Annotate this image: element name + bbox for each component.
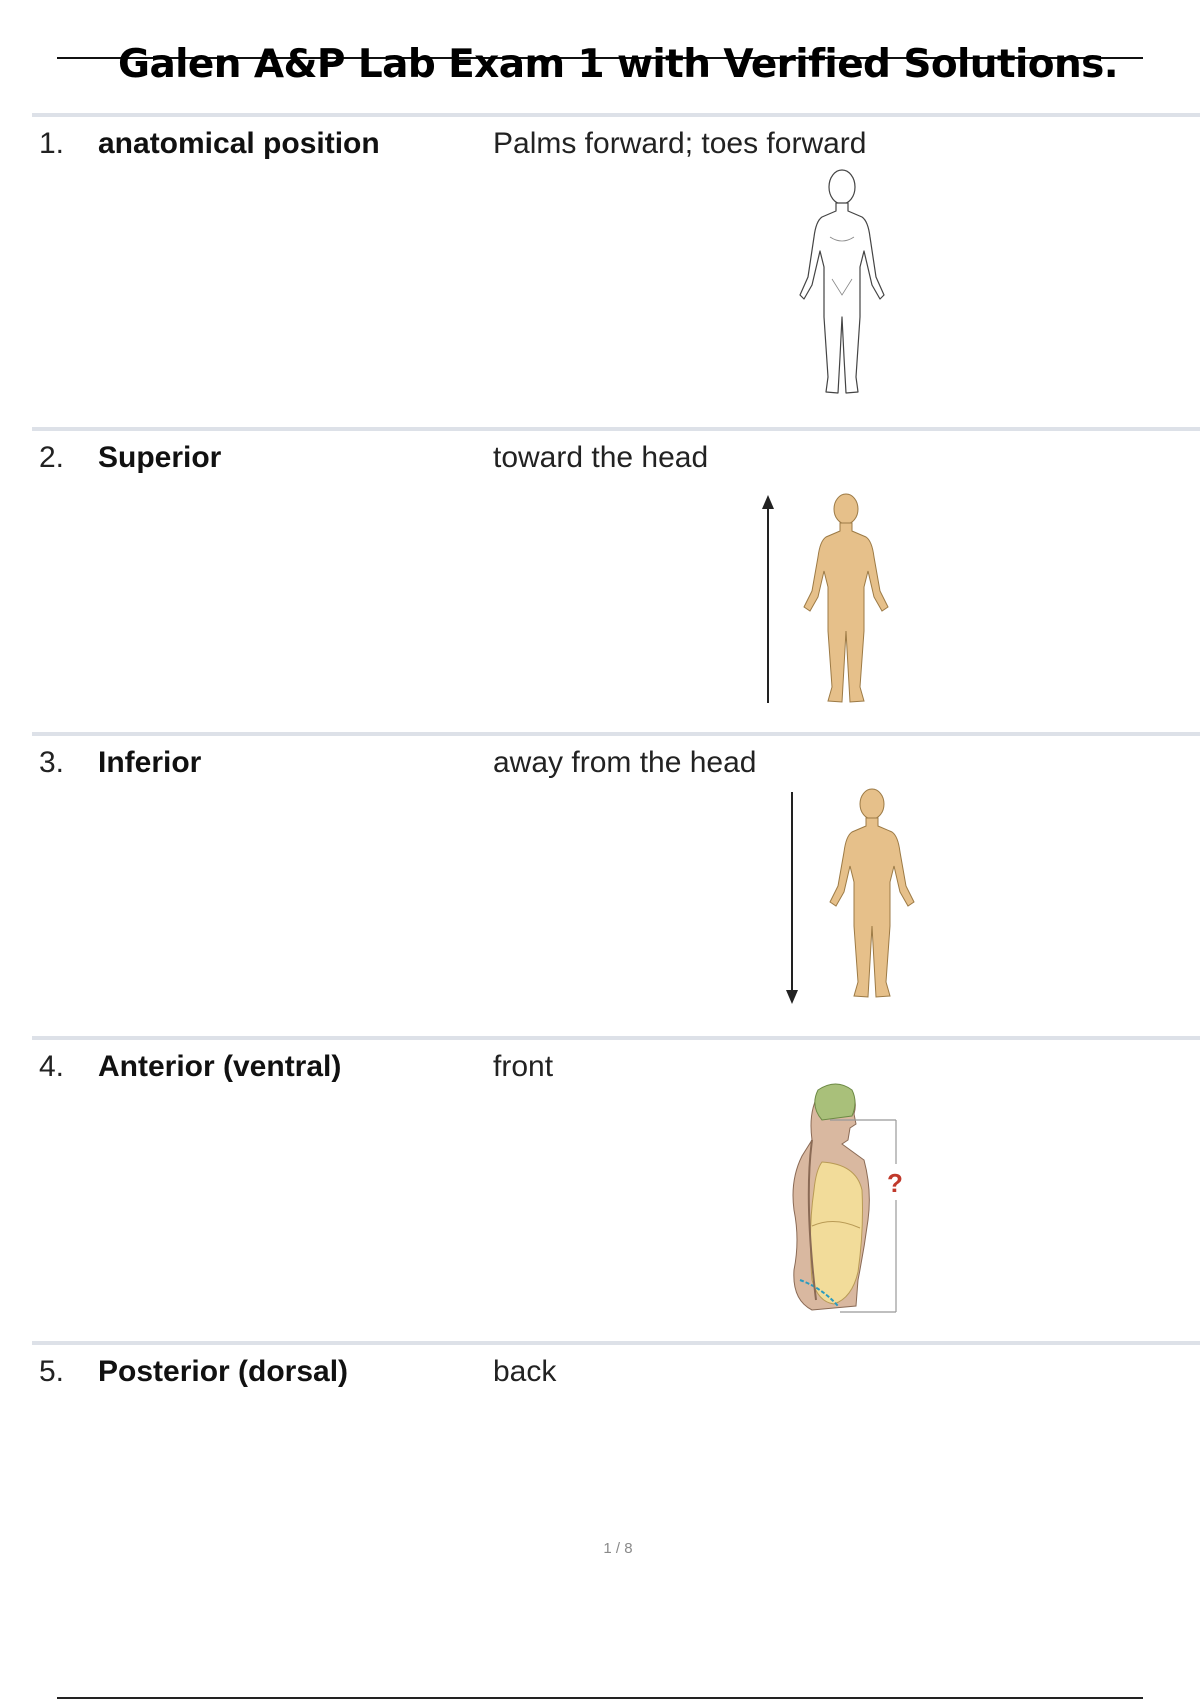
term-number: 1. — [39, 127, 65, 160]
question-mark-label: ? — [887, 1168, 903, 1198]
term-definition: front — [493, 1050, 554, 1083]
term-number: 5. — [39, 1355, 65, 1388]
upward-arrow-body-figure — [752, 491, 932, 711]
term-number: 4. — [39, 1050, 65, 1083]
term-number: 2. — [39, 441, 65, 474]
term-label: anatomical position — [98, 127, 380, 160]
term-row — [32, 427, 1200, 731]
term-label: Anterior (ventral) — [98, 1050, 342, 1083]
term-row — [32, 1036, 1200, 1340]
side-view-body-figure — [772, 1080, 962, 1330]
term-row — [32, 732, 1200, 1036]
term-definition: away from the head — [493, 746, 757, 779]
page-indicator: 1 / 8 — [603, 1540, 633, 1557]
term-definition: toward the head — [493, 441, 709, 474]
term-definition: Palms forward; toes forward — [493, 127, 867, 160]
document-title: Galen A&P Lab Exam 1 with Verified Solutions. — [118, 42, 1118, 87]
term-number: 3. — [39, 746, 65, 779]
term-row — [32, 1341, 1200, 1495]
term-label: Superior — [98, 441, 222, 474]
term-label: Posterior (dorsal) — [98, 1355, 349, 1388]
downward-arrow-body-figure — [772, 786, 952, 1011]
outline-body-figure — [782, 167, 902, 407]
term-row — [32, 113, 1200, 427]
footer-rule — [57, 1697, 1143, 1699]
term-label: Inferior — [98, 746, 202, 779]
term-definition: back — [493, 1355, 557, 1388]
